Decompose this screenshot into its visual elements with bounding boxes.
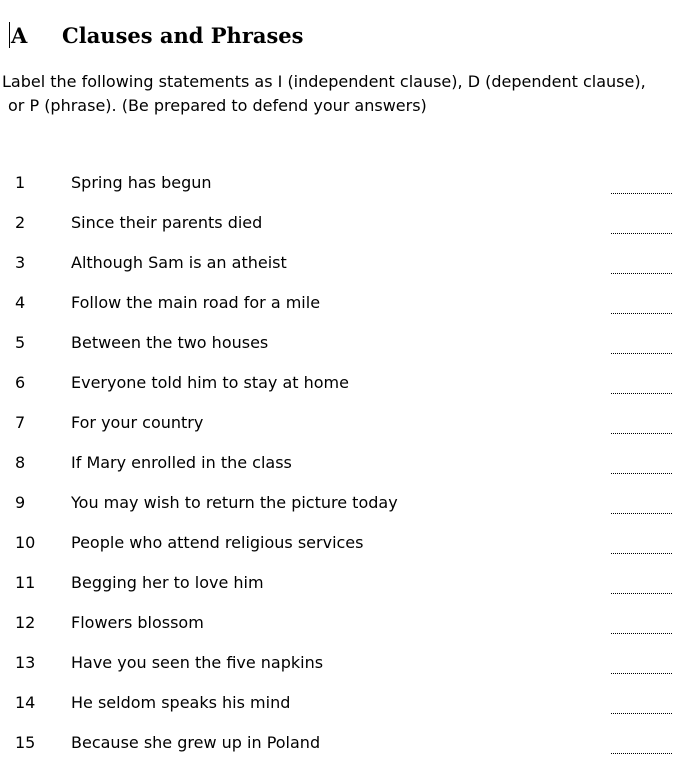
item-statement: Flowers blossom — [71, 613, 204, 632]
item-statement: Because she grew up in Poland — [71, 733, 321, 752]
exercise-item-9 — [0, 487, 687, 527]
exercise-item-11 — [0, 567, 687, 607]
exercise-item-7 — [0, 407, 687, 447]
item-statement: Although Sam is an atheist — [71, 253, 287, 272]
text-cursor — [9, 22, 10, 48]
item-statement: If Mary enrolled in the class — [71, 453, 292, 472]
exercise-item-2 — [0, 207, 687, 247]
item-number: 12 — [15, 613, 36, 632]
exercise-item-6 — [0, 367, 687, 407]
exercise-item-14 — [0, 687, 687, 727]
item-statement: For your country — [71, 413, 204, 432]
answer-blank[interactable] — [611, 393, 672, 394]
answer-blank[interactable] — [611, 633, 672, 634]
answer-blank[interactable] — [611, 753, 672, 754]
exercise-item-1 — [0, 167, 687, 207]
item-number: 1 — [15, 173, 26, 192]
answer-blank[interactable] — [611, 353, 672, 354]
instructions-line-1: Label the following statements as I (independent clause), D (dependent clause), — [2, 72, 646, 91]
item-number: 8 — [15, 453, 26, 472]
item-number: 9 — [15, 493, 26, 512]
answer-blank[interactable] — [611, 713, 672, 714]
exercise-item-12 — [0, 607, 687, 647]
answer-blank[interactable] — [611, 273, 672, 274]
item-number: 7 — [15, 413, 26, 432]
item-statement: You may wish to return the picture today — [71, 493, 398, 512]
exercise-item-13 — [0, 647, 687, 687]
item-statement: He seldom speaks his mind — [71, 693, 291, 712]
section-title: Clauses and Phrases — [62, 23, 304, 48]
item-statement: Spring has begun — [71, 173, 212, 192]
exercise-item-10 — [0, 527, 687, 567]
exercise-list — [0, 167, 687, 767]
answer-blank[interactable] — [611, 233, 672, 234]
answer-blank[interactable] — [611, 433, 672, 434]
item-number: 6 — [15, 373, 26, 392]
answer-blank[interactable] — [611, 513, 672, 514]
item-number: 14 — [15, 693, 36, 712]
item-number: 5 — [15, 333, 26, 352]
answer-blank[interactable] — [611, 193, 672, 194]
answer-blank[interactable] — [611, 593, 672, 594]
answer-blank[interactable] — [611, 473, 672, 474]
instructions — [2, 70, 672, 118]
item-number: 13 — [15, 653, 36, 672]
instructions-line-2: or P (phrase). (Be prepared to defend your answers) — [8, 96, 427, 115]
exercise-item-8 — [0, 447, 687, 487]
section-letter: A — [11, 23, 28, 48]
item-statement: Follow the main road for a mile — [71, 293, 321, 312]
exercise-item-3 — [0, 247, 687, 287]
item-statement: People who attend religious services — [71, 533, 364, 552]
item-statement: Begging her to love him — [71, 573, 264, 592]
answer-blank[interactable] — [611, 553, 672, 554]
exercise-item-5 — [0, 327, 687, 367]
item-number: 2 — [15, 213, 26, 232]
exercise-item-4 — [0, 287, 687, 327]
item-number: 4 — [15, 293, 26, 312]
answer-blank[interactable] — [611, 673, 672, 674]
item-statement: Have you seen the five napkins — [71, 653, 324, 672]
item-statement: Since their parents died — [71, 213, 263, 232]
item-statement: Between the two houses — [71, 333, 269, 352]
exercise-item-15 — [0, 727, 687, 767]
answer-blank[interactable] — [611, 313, 672, 314]
item-number: 15 — [15, 733, 36, 752]
item-number: 10 — [15, 533, 36, 552]
item-statement: Everyone told him to stay at home — [71, 373, 349, 392]
item-number: 3 — [15, 253, 26, 272]
item-number: 11 — [15, 573, 36, 592]
